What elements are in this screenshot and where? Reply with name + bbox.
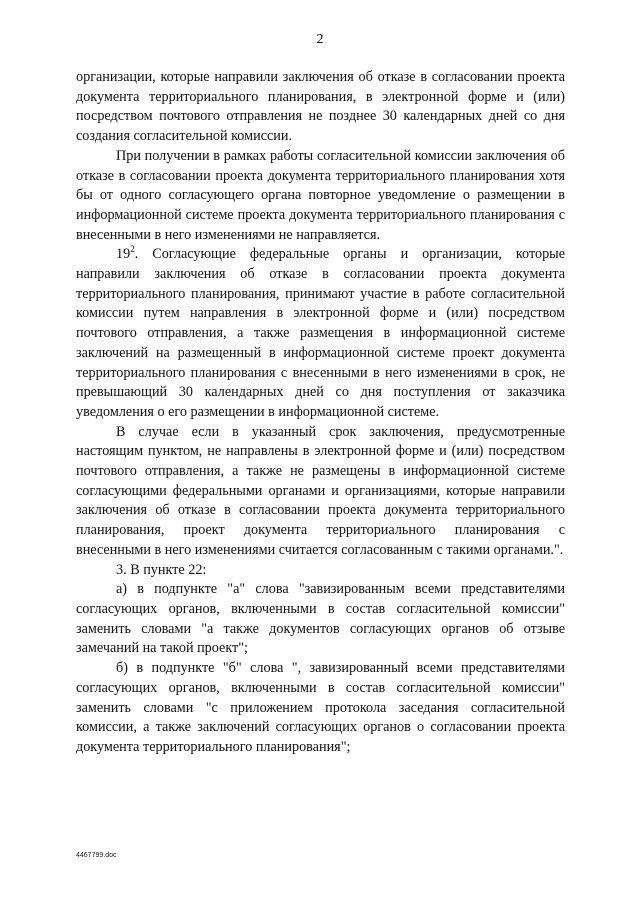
paragraph: При получении в рамках работы согласительной комиссии заключения об отказе в согласовании проекта документа территориального планирования хотя бы от одного согласующего органа повторное уведомление о размещении в информационной системе проекта документа территориального планирования с внесенными в него изменениями не направляется.	[76, 147, 565, 243]
paragraph: б) в подпункте "б" слова ", завизированный всеми представителями согласующих органов, включенными в состав согласительной комиссии" заменить словами "с приложением протокола заседания согласительной комиссии, а также заключений согласующих органов о согласовании проекта документа территориального планирования";	[76, 660, 565, 755]
page-number: 2	[316, 32, 324, 47]
file-name-footer: 4467799.doc	[76, 852, 117, 859]
paragraph: а) в подпункте "а" слова "завизированным всеми представителями согласующих органов, включенными в состав согласительной комиссии" заменить словами "а также документов согласующих органов об отзыве замечаний на такой проект";	[76, 581, 565, 657]
clause-text: . Согласующие федеральные органы и организации, которые направили заключения об отказе в согласовании проекта документа территориального планирования, принимают участие в работе согласительной комиссии путем направления в электронной форме и (или) посредством почтового отправления, а также размещения в информационной системе заключений на размещенный в информационной системе проект документа территориального планирования с внесенными в него изменениями в срок, не превышающий 30 календарных дней со дня поступления от заказчика уведомления о его размещении в информационной системе.	[76, 246, 565, 420]
paragraph-clause-19-2	[76, 245, 565, 422]
document-body	[76, 68, 565, 758]
paragraph: 3. В пункте 22:	[116, 561, 207, 578]
paragraph: В случае если в указанный срок заключения, предусмотренные настоящим пунктом, не направлены в электронной форме и (или) посредством почтового отправления, а также не размещены в информационной системе согласующими федеральными органами и организациями, которые направили заключения об отказе в согласовании проекта документа территориального планирования, проект документа территориального планирования с внесенными в него изменениями считается согласованным с такими органами.".	[76, 423, 565, 558]
clause-number: 19	[116, 246, 131, 263]
paragraph: организации, которые направили заключения об отказе в согласовании проекта документа территориального планирования, в электронной форме и (или) посредством почтового отправления не позднее 30 календарных дней со дня создания согласительной комиссии.	[76, 69, 565, 145]
clause-superscript: 2	[130, 244, 135, 255]
